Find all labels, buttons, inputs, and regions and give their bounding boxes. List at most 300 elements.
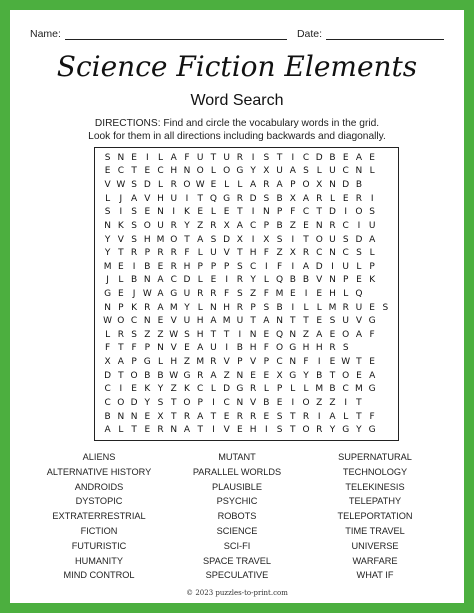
grid-letter[interactable]: L [210, 207, 216, 218]
grid-letter[interactable]: R [329, 343, 336, 354]
grid-letter[interactable]: A [316, 329, 323, 340]
grid-letter[interactable]: A [355, 329, 362, 340]
grid-letter[interactable]: X [316, 180, 323, 191]
grid-letter[interactable]: E [157, 316, 164, 327]
grid-letter[interactable]: D [223, 384, 231, 395]
grid-letter[interactable]: S [263, 152, 270, 163]
grid-letter[interactable] [366, 396, 379, 410]
grid-letter[interactable]: T [237, 248, 243, 259]
grid-letter[interactable]: T [290, 411, 296, 422]
grid-letter[interactable]: V [223, 248, 230, 259]
grid-letter[interactable] [379, 205, 392, 219]
grid-letter[interactable]: M [355, 384, 363, 395]
grid-letter[interactable]: A [197, 234, 204, 245]
grid-letter[interactable]: S [131, 207, 137, 218]
grid-letter[interactable]: O [170, 234, 178, 245]
grid-letter[interactable]: E [237, 425, 243, 436]
grid-letter[interactable]: L [105, 193, 111, 204]
grid-letter[interactable]: Q [209, 193, 217, 204]
grid-letter[interactable]: R [236, 411, 244, 422]
grid-letter[interactable]: K [184, 207, 190, 218]
grid-letter[interactable]: O [302, 180, 310, 191]
grid-letter[interactable]: M [275, 288, 284, 299]
grid-letter[interactable]: N [276, 316, 283, 327]
grid-letter[interactable] [379, 369, 392, 383]
grid-letter[interactable]: L [303, 302, 309, 313]
grid-letter[interactable]: E [356, 275, 362, 286]
grid-letter[interactable]: C [157, 166, 164, 177]
grid-letter[interactable]: N [329, 180, 336, 191]
grid-letter[interactable]: E [223, 411, 230, 422]
grid-letter[interactable]: R [117, 329, 124, 340]
grid-letter[interactable]: B [289, 275, 296, 286]
grid-letter[interactable]: W [103, 316, 113, 327]
grid-letter[interactable]: T [356, 357, 362, 368]
grid-letter[interactable]: C [117, 166, 124, 177]
name-field[interactable] [65, 28, 287, 40]
grid-letter[interactable]: W [195, 180, 205, 191]
grid-letter[interactable]: I [212, 425, 215, 436]
grid-letter[interactable]: Y [104, 248, 111, 259]
grid-letter[interactable]: R [236, 302, 244, 313]
grid-letter[interactable]: P [197, 261, 203, 272]
grid-letter[interactable] [379, 274, 392, 288]
grid-letter[interactable]: R [329, 220, 336, 231]
grid-letter[interactable] [379, 192, 392, 206]
grid-letter[interactable] [379, 396, 392, 410]
grid-letter[interactable] [379, 328, 392, 342]
grid-letter[interactable]: X [236, 234, 243, 245]
grid-letter[interactable]: C [104, 397, 111, 408]
grid-letter[interactable]: A [157, 302, 164, 313]
grid-letter[interactable]: Y [104, 234, 111, 245]
grid-letter[interactable]: I [291, 234, 295, 245]
grid-letter[interactable]: G [236, 166, 244, 177]
grid-letter[interactable]: Y [144, 397, 151, 408]
grid-letter[interactable]: R [236, 193, 244, 204]
grid-letter[interactable]: F [290, 207, 296, 218]
grid-letter[interactable]: E [210, 275, 217, 286]
grid-letter[interactable]: L [197, 302, 203, 313]
grid-letter[interactable] [379, 151, 392, 165]
grid-letter[interactable]: E [144, 425, 151, 436]
grid-letter[interactable]: N [262, 207, 270, 218]
grid-letter[interactable]: A [276, 180, 283, 191]
grid-letter[interactable]: A [104, 425, 111, 436]
grid-letter[interactable]: B [144, 261, 151, 272]
grid-letter[interactable]: B [236, 343, 243, 354]
grid-letter[interactable]: I [304, 288, 308, 299]
grid-letter[interactable]: P [144, 248, 150, 259]
grid-letter[interactable] [379, 178, 392, 192]
grid-letter[interactable]: D [143, 180, 151, 191]
grid-letter[interactable]: O [117, 316, 125, 327]
grid-letter[interactable]: M [169, 302, 178, 313]
grid-letter[interactable]: B [144, 370, 151, 381]
grid-letter[interactable]: R [210, 288, 217, 299]
grid-letter[interactable]: T [356, 411, 362, 422]
grid-letter[interactable]: S [369, 207, 375, 218]
grid-letter[interactable]: X [157, 411, 164, 422]
grid-letter[interactable]: S [210, 234, 217, 245]
grid-letter[interactable]: C [302, 152, 310, 163]
grid-letter[interactable]: N [170, 425, 178, 436]
grid-letter[interactable]: B [329, 152, 336, 163]
grid-letter[interactable]: T [290, 425, 296, 436]
grid-letter[interactable]: V [144, 193, 151, 204]
grid-letter[interactable]: L [290, 384, 296, 395]
grid-letter[interactable]: V [250, 397, 257, 408]
grid-letter[interactable]: R [144, 302, 151, 313]
grid-letter[interactable]: W [116, 180, 126, 191]
grid-letter[interactable]: A [263, 316, 270, 327]
grid-letter[interactable]: N [130, 411, 138, 422]
grid-letter[interactable]: K [131, 302, 138, 313]
grid-letter[interactable]: I [317, 357, 321, 368]
grid-letter[interactable]: S [276, 425, 283, 436]
grid-letter[interactable]: I [331, 261, 334, 272]
grid-letter[interactable]: N [236, 397, 244, 408]
grid-letter[interactable]: T [303, 234, 309, 245]
grid-letter[interactable]: V [117, 234, 124, 245]
grid-letter[interactable]: X [104, 357, 111, 368]
grid-letter[interactable]: D [329, 207, 336, 218]
grid-letter[interactable]: O [302, 425, 310, 436]
grid-letter[interactable] [379, 246, 392, 260]
grid-letter[interactable]: I [132, 261, 136, 272]
grid-letter[interactable]: I [172, 207, 176, 218]
grid-letter[interactable]: U [236, 316, 244, 327]
grid-letter[interactable]: G [236, 384, 244, 395]
grid-letter[interactable]: G [143, 357, 151, 368]
grid-letter[interactable]: D [355, 234, 363, 245]
grid-letter[interactable]: L [369, 248, 375, 259]
grid-letter[interactable]: U [196, 152, 204, 163]
grid-letter[interactable] [379, 287, 392, 301]
grid-letter[interactable]: N [249, 329, 257, 340]
grid-letter[interactable]: X [276, 370, 283, 381]
grid-letter[interactable]: S [356, 248, 362, 259]
grid-letter[interactable]: G [223, 193, 231, 204]
grid-letter[interactable]: S [104, 152, 111, 163]
grid-letter[interactable]: E [342, 152, 349, 163]
grid-letter[interactable]: E [289, 288, 296, 299]
grid-letter[interactable]: B [276, 193, 283, 204]
grid-letter[interactable]: N [210, 302, 217, 313]
grid-letter[interactable]: V [355, 316, 362, 327]
grid-letter[interactable]: T [329, 370, 336, 381]
grid-letter[interactable]: D [249, 193, 257, 204]
grid-letter[interactable]: A [197, 411, 204, 422]
grid-letter[interactable]: P [144, 343, 150, 354]
grid-letter[interactable]: A [157, 275, 164, 286]
grid-letter[interactable]: A [355, 152, 362, 163]
grid-letter[interactable]: E [144, 411, 151, 422]
grid-letter[interactable]: B [276, 220, 283, 231]
grid-letter[interactable]: N [289, 329, 297, 340]
grid-letter[interactable]: U [170, 193, 178, 204]
grid-letter[interactable]: D [183, 275, 191, 286]
grid-letter[interactable]: U [223, 152, 230, 163]
grid-letter[interactable]: E [316, 316, 323, 327]
grid-letter[interactable]: R [355, 193, 363, 204]
grid-letter[interactable]: S [104, 207, 111, 218]
grid-letter[interactable]: R [263, 180, 270, 191]
grid-letter[interactable]: T [356, 397, 362, 408]
grid-letter[interactable]: X [263, 166, 270, 177]
grid-letter[interactable]: A [117, 357, 124, 368]
grid-letter[interactable] [379, 410, 392, 424]
grid-letter[interactable]: A [130, 193, 138, 204]
grid-letter[interactable] [379, 342, 392, 356]
grid-letter[interactable]: J [119, 193, 123, 204]
grid-letter[interactable]: N [329, 275, 336, 286]
grid-letter[interactable]: A [210, 370, 217, 381]
grid-letter[interactable]: X [289, 193, 296, 204]
grid-letter[interactable]: Y [329, 425, 336, 436]
grid-letter[interactable]: R [236, 152, 244, 163]
grid-letter[interactable]: Z [157, 329, 164, 340]
grid-letter[interactable]: L [343, 411, 349, 422]
grid-letter[interactable]: N [289, 357, 297, 368]
grid-letter[interactable]: V [250, 357, 257, 368]
grid-letter[interactable]: P [342, 275, 349, 286]
grid-letter[interactable]: I [119, 207, 123, 218]
grid-letter[interactable]: E [329, 329, 336, 340]
grid-letter[interactable]: Z [170, 384, 177, 395]
grid-letter[interactable]: C [316, 248, 323, 259]
grid-letter[interactable]: U [355, 302, 363, 313]
grid-letter[interactable]: S [263, 193, 270, 204]
grid-letter[interactable]: G [368, 316, 376, 327]
grid-letter[interactable]: O [117, 397, 125, 408]
grid-letter[interactable]: W [142, 288, 152, 299]
grid-letter[interactable]: Z [183, 357, 191, 368]
grid-letter[interactable]: E [184, 343, 190, 354]
grid-letter[interactable]: H [170, 357, 178, 368]
grid-letter[interactable]: P [369, 261, 375, 272]
grid-letter[interactable]: R [170, 180, 177, 191]
grid-letter[interactable]: T [210, 329, 217, 340]
grid-letter[interactable]: B [104, 411, 111, 422]
grid-letter[interactable]: R [342, 302, 349, 313]
grid-letter[interactable]: R [236, 275, 244, 286]
grid-letter[interactable]: E [210, 180, 217, 191]
grid-letter[interactable]: G [368, 384, 376, 395]
grid-letter[interactable]: I [291, 302, 295, 313]
grid-letter[interactable]: N [236, 370, 244, 381]
grid-letter[interactable]: G [342, 425, 350, 436]
grid-letter[interactable]: M [222, 316, 231, 327]
grid-letter[interactable]: N [143, 275, 151, 286]
grid-letter[interactable]: F [369, 329, 375, 340]
grid-letter[interactable]: L [158, 357, 164, 368]
grid-letter[interactable]: F [263, 343, 269, 354]
grid-letter[interactable]: E [131, 152, 137, 163]
grid-letter[interactable]: T [210, 152, 217, 163]
grid-letter[interactable]: R [197, 370, 204, 381]
grid-letter[interactable]: L [197, 248, 203, 259]
grid-letter[interactable]: A [329, 411, 336, 422]
grid-letter[interactable]: P [263, 220, 270, 231]
grid-letter[interactable]: N [104, 302, 111, 313]
grid-letter[interactable]: U [329, 166, 336, 177]
grid-letter[interactable]: O [315, 234, 323, 245]
grid-letter[interactable]: S [237, 288, 243, 299]
grid-letter[interactable] [379, 260, 392, 274]
grid-letter[interactable]: P [210, 261, 217, 272]
grid-letter[interactable]: U [342, 316, 349, 327]
grid-letter[interactable]: P [118, 302, 124, 313]
grid-letter[interactable]: N [355, 166, 363, 177]
grid-letter[interactable]: Y [157, 384, 164, 395]
grid-letter[interactable]: J [132, 288, 136, 299]
grid-letter[interactable]: L [158, 152, 164, 163]
grid-letter[interactable]: C [104, 384, 111, 395]
grid-letter[interactable]: S [131, 220, 137, 231]
grid-letter[interactable]: L [303, 384, 309, 395]
grid-letter[interactable]: S [263, 302, 270, 313]
grid-letter[interactable]: U [276, 166, 283, 177]
grid-letter[interactable]: L [316, 166, 322, 177]
grid-letter[interactable]: H [196, 316, 204, 327]
grid-letter[interactable]: N [183, 166, 191, 177]
grid-letter[interactable]: T [276, 152, 283, 163]
grid-letter[interactable]: Z [223, 370, 230, 381]
grid-letter[interactable]: R [157, 425, 164, 436]
grid-letter[interactable]: E [303, 220, 309, 231]
grid-letter[interactable]: N [329, 248, 336, 259]
grid-letter[interactable]: Z [316, 397, 323, 408]
grid-letter[interactable]: M [103, 261, 112, 272]
grid-letter[interactable]: R [316, 425, 323, 436]
grid-letter[interactable]: O [302, 397, 310, 408]
grid-letter[interactable]: S [276, 234, 283, 245]
grid-letter[interactable]: C [342, 220, 349, 231]
grid-letter[interactable]: S [382, 302, 389, 313]
grid-letter[interactable]: T [170, 397, 177, 408]
grid-letter[interactable]: T [197, 425, 203, 436]
grid-letter[interactable]: S [131, 329, 137, 340]
grid-letter[interactable]: E [356, 370, 362, 381]
grid-letter[interactable]: R [197, 288, 204, 299]
grid-letter[interactable]: E [104, 166, 111, 177]
grid-letter[interactable]: M [196, 357, 205, 368]
grid-letter[interactable]: O [183, 180, 191, 191]
grid-letter[interactable]: G [104, 288, 112, 299]
grid-letter[interactable] [379, 423, 392, 437]
grid-letter[interactable]: C [249, 220, 257, 231]
grid-letter[interactable]: I [251, 207, 255, 218]
grid-letter[interactable] [366, 287, 379, 301]
grid-letter[interactable]: B [329, 384, 336, 395]
grid-letter[interactable]: R [170, 248, 177, 259]
grid-letter[interactable]: E [316, 288, 323, 299]
grid-letter[interactable]: W [169, 370, 179, 381]
grid-letter[interactable]: B [302, 275, 310, 286]
grid-letter[interactable] [379, 383, 392, 397]
grid-letter[interactable]: A [157, 288, 164, 299]
grid-letter[interactable]: E [342, 193, 349, 204]
grid-letter[interactable]: P [250, 302, 256, 313]
grid-letter[interactable]: Y [303, 370, 309, 381]
grid-letter[interactable]: L [105, 329, 111, 340]
grid-letter[interactable]: R [170, 220, 177, 231]
grid-letter[interactable]: U [183, 316, 191, 327]
grid-letter[interactable]: E [263, 411, 270, 422]
grid-letter[interactable]: R [302, 248, 310, 259]
grid-letter[interactable]: E [369, 152, 375, 163]
grid-letter[interactable]: P [276, 207, 283, 218]
grid-letter[interactable]: A [302, 261, 310, 272]
grid-letter[interactable]: C [130, 316, 138, 327]
grid-letter[interactable]: I [344, 397, 348, 408]
grid-letter[interactable]: O [130, 370, 138, 381]
grid-letter[interactable]: O [355, 207, 363, 218]
grid-letter[interactable]: E [263, 370, 270, 381]
grid-letter[interactable]: A [210, 316, 217, 327]
grid-letter[interactable]: E [144, 207, 151, 218]
grid-letter[interactable]: A [236, 220, 243, 231]
grid-letter[interactable]: Y [184, 302, 190, 313]
grid-letter[interactable]: I [291, 152, 295, 163]
grid-letter[interactable]: F [105, 343, 111, 354]
grid-letter[interactable]: C [197, 384, 204, 395]
grid-letter[interactable]: L [158, 180, 164, 191]
grid-letter[interactable]: N [143, 316, 151, 327]
grid-letter[interactable]: V [104, 180, 111, 191]
grid-letter[interactable]: F [131, 343, 137, 354]
grid-letter[interactable]: Z [250, 288, 257, 299]
grid-letter[interactable]: I [317, 411, 321, 422]
grid-letter[interactable]: A [183, 425, 191, 436]
grid-letter[interactable]: N [157, 343, 164, 354]
grid-letter[interactable]: I [344, 207, 348, 218]
grid-letter[interactable]: Q [276, 275, 284, 286]
grid-letter[interactable] [366, 342, 379, 356]
grid-letter[interactable]: Z [302, 329, 310, 340]
grid-letter[interactable]: F [184, 248, 190, 259]
grid-letter[interactable]: G [183, 370, 191, 381]
grid-letter[interactable]: L [210, 384, 216, 395]
grid-letter[interactable]: G [368, 425, 376, 436]
grid-letter[interactable]: P [263, 357, 270, 368]
grid-letter[interactable]: T [237, 207, 243, 218]
grid-letter[interactable]: I [145, 152, 149, 163]
date-field[interactable] [326, 28, 444, 40]
grid-letter[interactable]: H [315, 343, 323, 354]
grid-letter[interactable]: P [197, 397, 203, 408]
grid-letter[interactable]: A [369, 234, 376, 245]
grid-letter[interactable] [352, 342, 365, 356]
grid-letter[interactable]: H [329, 288, 336, 299]
grid-letter[interactable]: D [342, 180, 350, 191]
grid-letter[interactable]: M [315, 384, 324, 395]
grid-letter[interactable]: T [316, 207, 322, 218]
grid-letter[interactable]: A [250, 180, 257, 191]
grid-letter[interactable]: H [249, 425, 257, 436]
grid-letter[interactable]: B [263, 397, 270, 408]
grid-letter[interactable]: Z [289, 220, 296, 231]
grid-letter[interactable]: A [170, 152, 177, 163]
grid-letter[interactable]: T [210, 411, 217, 422]
grid-letter[interactable]: S [131, 180, 137, 191]
grid-letter[interactable]: Y [250, 166, 256, 177]
grid-letter[interactable]: F [184, 152, 190, 163]
grid-letter[interactable]: A [302, 193, 310, 204]
grid-letter[interactable]: T [250, 316, 256, 327]
grid-letter[interactable]: Z [144, 329, 151, 340]
